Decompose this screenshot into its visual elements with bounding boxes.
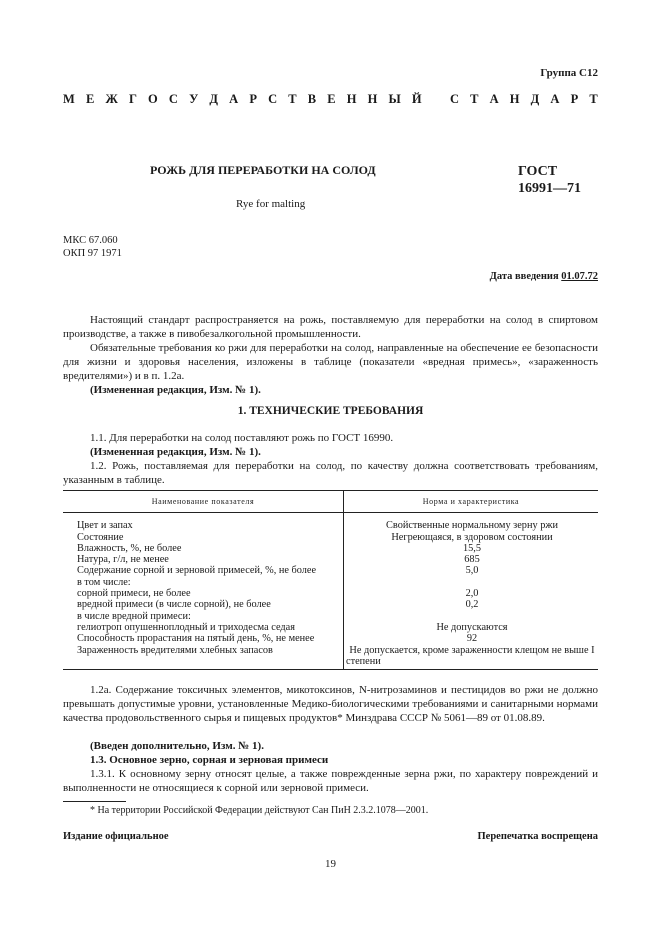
table-row	[63, 588, 598, 599]
reprint-notice: Перепечатка воспрещена	[477, 831, 598, 842]
table-row	[63, 611, 598, 622]
table-header-row	[63, 491, 598, 513]
heading-letter: Н	[346, 92, 357, 106]
english-title: Rye for malting	[236, 198, 306, 210]
indicator-cell: гелиотроп опушенноплодный и триходесма седая	[63, 622, 344, 633]
heading-letter: В	[307, 92, 317, 106]
heading-letter: Т	[470, 92, 479, 106]
indicator-cell: сорной примеси, не более	[63, 588, 344, 599]
heading-letter: С	[449, 92, 459, 106]
heading-letter: А	[229, 92, 239, 106]
table-row	[63, 554, 598, 565]
heading-letter: Ы	[388, 92, 401, 106]
norm-cell: Негреющаяся, в здоровом состоянии	[391, 531, 553, 543]
heading-letter: Р	[570, 92, 579, 106]
table-row	[63, 565, 598, 576]
heading-letter: Е	[327, 92, 336, 106]
heading-letter: Ж	[105, 92, 118, 106]
subsection-heading-1-3: 1.3. Основное зерно, сорная и зерновая примеси	[90, 754, 329, 766]
mks-code: МКС 67.060	[63, 235, 118, 246]
edition-label: Издание официальное	[63, 831, 169, 842]
document-title: РОЖЬ ДЛЯ ПЕРЕРАБОТКИ НА СОЛОД	[150, 163, 376, 177]
heading-letter: А	[489, 92, 499, 106]
section-heading-technical: 1. ТЕХНИЧЕСКИЕ ТРЕБОВАНИЯ	[237, 405, 424, 417]
norm-cell: 0,2	[465, 599, 479, 611]
gost-label: ГОСТ	[518, 164, 558, 179]
table-row	[63, 633, 598, 644]
norm-cell: Не допускается, кроме зараженности клещом не выше I степени	[344, 645, 599, 670]
norm-cell: 5,0	[465, 565, 479, 577]
intro-date-value: 01.07.72	[561, 271, 598, 282]
norm-cell: 2,0	[465, 588, 479, 600]
indicator-cell: Цвет и запах	[63, 513, 344, 532]
table-row	[63, 513, 598, 532]
norm-cell: 92	[466, 633, 478, 645]
footnote: * На территории Российской Федерации действуют Сан ПиН 2.3.2.1078—2001.	[90, 805, 429, 816]
amendment-note-1: (Измененная редакция, Изм. № 1).	[90, 384, 261, 396]
gost-designation	[518, 163, 598, 197]
gost-number: 16991—71	[518, 181, 581, 196]
heading-letter: Т	[288, 92, 297, 106]
heading-letter: Г	[128, 92, 137, 106]
table-row	[63, 577, 598, 588]
group-code: Группа С12	[540, 67, 598, 79]
heading-letter: С	[268, 92, 278, 106]
paragraph-1-1: 1.1. Для переработки на солод поставляют рожь по ГОСТ 16990.	[90, 432, 394, 444]
amendment-note-3: (Введен дополнительно, Изм. № 1).	[90, 740, 264, 752]
heading-letter: А	[550, 92, 560, 106]
table-row	[63, 645, 598, 670]
paragraph-1-2: 1.2. Рожь, поставляемая для переработки на солод, по качеству должна соответствовать требованиям, указанным в таблице.	[63, 460, 598, 486]
header-norm: Норма и характеристика	[344, 491, 599, 513]
intro-date-label: Дата введения	[489, 271, 559, 282]
paragraph-1-2a: 1.2а. Содержание токсичных элементов, микотоксинов, N-нитрозаминов и пестицидов во ржи не должно превышать допустимые уровни, установленные Медико-биологическими требованиями и санитарными нормами качества продовольственного сырья и пищевых продуктов* Минздрава СССР № 5061—89 от 01.08.89.	[63, 684, 598, 724]
heading-letter: Д	[209, 92, 219, 106]
indicator-cell: Содержание сорной и зерновой примесей, %, не более	[63, 565, 344, 576]
quality-requirements-table	[63, 490, 598, 670]
classification-codes	[63, 234, 122, 260]
norm-cell: Свойственные нормальному зерну ржи	[386, 520, 558, 532]
page-number: 19	[325, 858, 336, 870]
table-row	[63, 543, 598, 554]
norm-cell: 685	[464, 554, 480, 566]
norm-cell	[344, 611, 599, 622]
heading-letter: С	[168, 92, 178, 106]
indicator-cell: Натура, г/л, не менее	[63, 554, 344, 565]
heading-letter: Е	[85, 92, 95, 106]
introduction-date	[490, 271, 598, 282]
heading-letter: Т	[589, 92, 598, 106]
heading-word-gap	[433, 92, 439, 107]
norm-cell: Не допускаются	[436, 621, 508, 633]
indicator-cell: в том числе:	[63, 577, 344, 588]
table-row	[63, 622, 598, 633]
indicator-cell: Способность прорастания на пятый день, %, не менее	[63, 633, 344, 644]
indicator-cell: Влажность, %, не более	[63, 543, 344, 554]
heading-letter: Н	[367, 92, 378, 106]
okp-code: ОКП 97 1971	[63, 248, 122, 259]
norm-cell: 15,5	[462, 542, 482, 554]
indicator-cell: Состояние	[63, 532, 344, 543]
paragraph-scope: Настоящий стандарт распространяется на рожь, поставляемую для переработки на солод в спиртовом производстве, а также в пивобезалкогольной промышленности.	[63, 314, 598, 340]
heading-letter: Й	[411, 92, 422, 106]
table-row	[63, 532, 598, 543]
indicator-cell: Зараженность вредителями хлебных запасов	[63, 645, 344, 670]
footnote-divider	[63, 801, 126, 802]
heading-letter: Р	[249, 92, 257, 106]
heading-letter: У	[189, 92, 199, 106]
paragraph-mandatory: Обязательные требования ко ржи для переработки на солод, направленные на обеспечение ее безопасности для жизни и здоровья населения, изложены в таблице (показатели «вредная примесь», «зараженность вредителями») и в п. 1.2а.	[63, 342, 598, 382]
interstate-standard-heading	[63, 92, 598, 107]
heading-letter: Н	[509, 92, 520, 106]
amendment-note-2: (Измененная редакция, Изм. № 1).	[90, 446, 261, 458]
heading-letter: О	[148, 92, 158, 106]
heading-letter: М	[63, 92, 75, 106]
indicator-cell: вредной примеси (в числе сорной), не более	[63, 599, 344, 610]
paragraph-1-3-1: 1.3.1. К основному зерну относят целые, а также поврежденные зерна ржи, по характеру повреждений и выполненности не относящиеся к сорной или зерновой примеси.	[63, 768, 598, 794]
header-indicator: Наименование показателя	[63, 491, 344, 513]
norm-cell	[344, 577, 599, 588]
heading-letter: Д	[530, 92, 540, 106]
table-row	[63, 599, 598, 610]
indicator-cell: в числе вредной примеси:	[63, 611, 344, 622]
